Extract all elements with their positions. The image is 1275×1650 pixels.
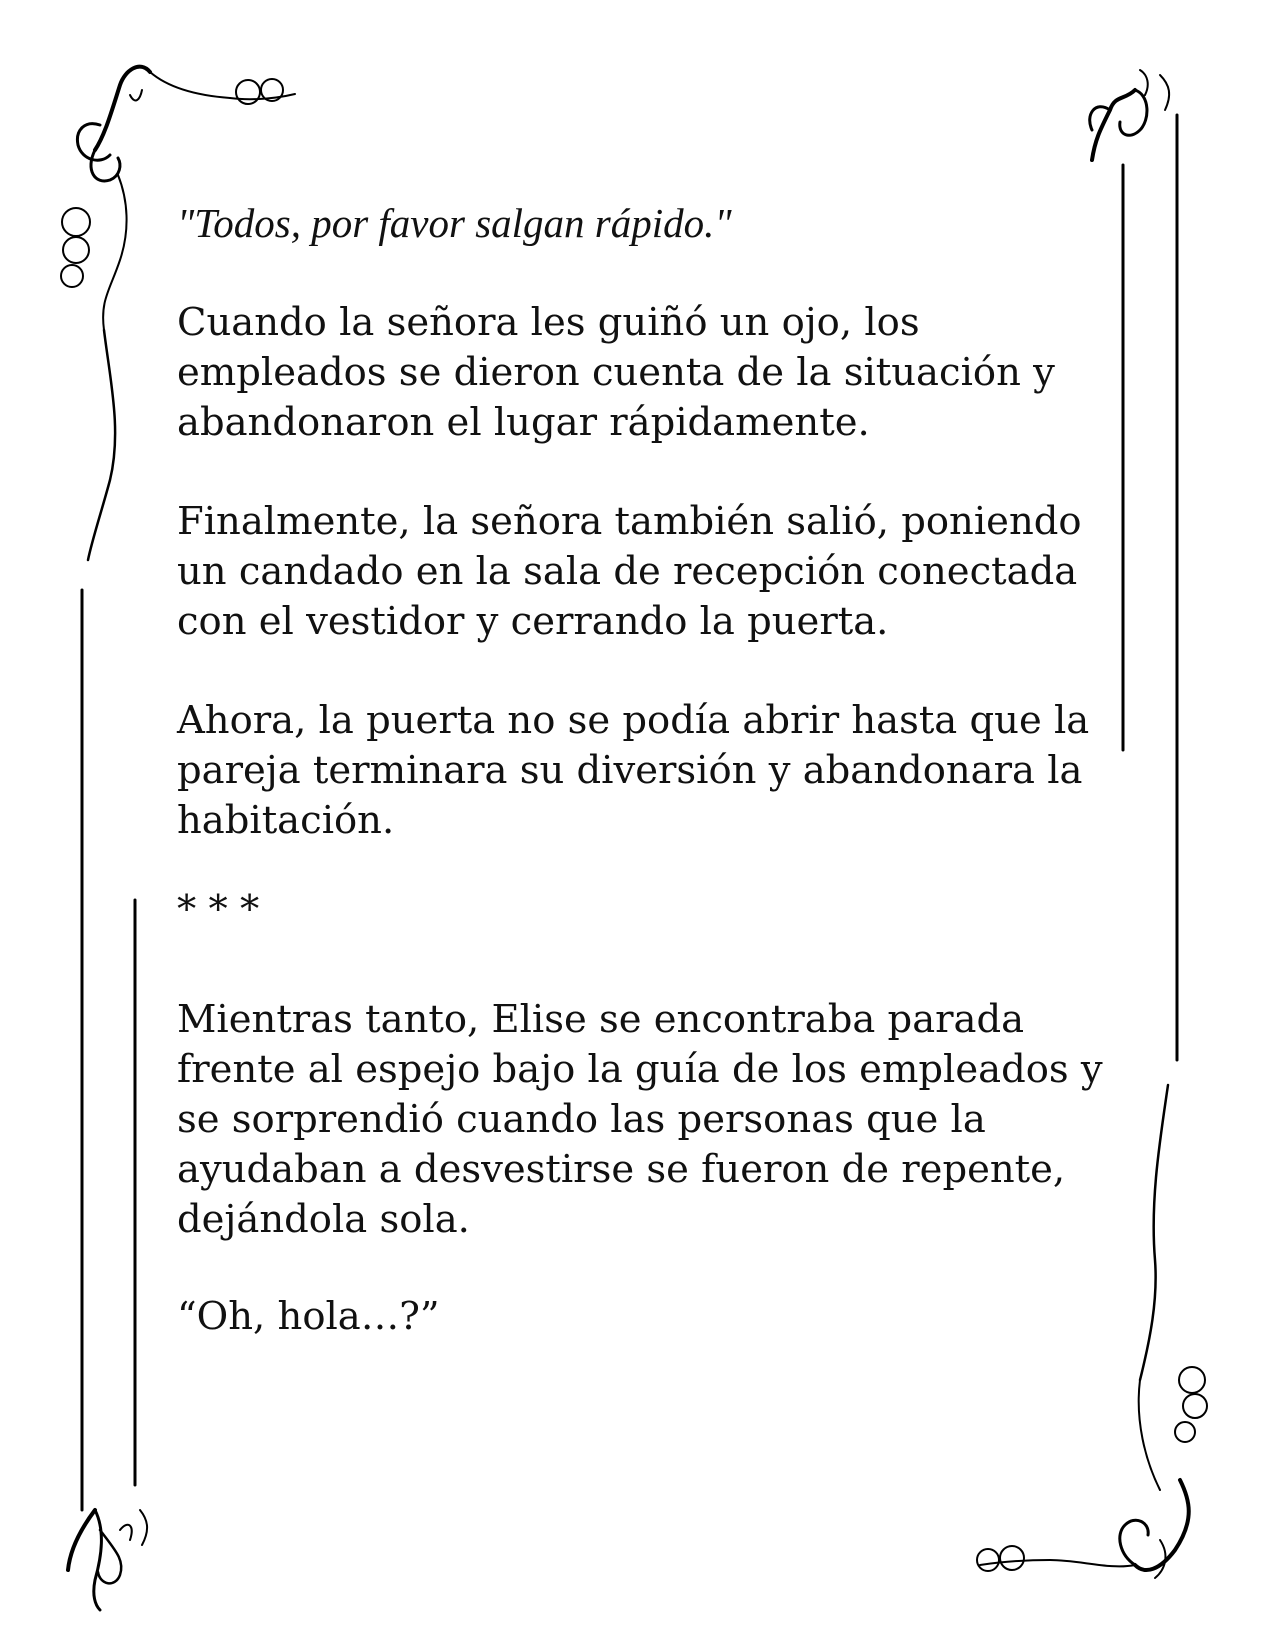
text-line: * * * [177,887,260,932]
text-line: dejándola sola. [177,1197,470,1242]
paragraph-5 [177,995,1103,1245]
paragraph-4 [177,696,1097,846]
text-line: Finalmente, la señora también salió, poniendo [177,499,1082,544]
bottom-left-flourish-ornament [68,1510,147,1610]
text-line: habitación. [177,798,395,843]
text-line: "Todos, por favor salgan rápido." [177,200,732,246]
text-line: frente al espejo bajo la guía de los empleados y [177,1047,1103,1092]
paragraph-2 [177,298,1097,448]
text-line: empleados se dieron cuenta de la situación y [177,350,1055,395]
paragraph-3 [177,497,1097,647]
text-line: Mientras tanto, Elise se encontraba parada [177,997,1025,1042]
scene-break [177,885,1097,935]
text-line: con el vestidor y cerrando la puerta. [177,599,889,644]
text-line: pareja terminara su diversión y abandonara la [177,748,1083,793]
text-line: Ahora, la puerta no se podía abrir hasta que la [177,698,1090,743]
text-line: abandonaron el lugar rápidamente. [177,400,870,445]
text-line: un candado en la sala de recepción conectada [177,549,1078,594]
text-line: “Oh, hola…?” [177,1294,440,1339]
paragraph-dialogue-1 [177,198,1097,248]
text-line: ayudaban a desvestirse se fueron de repente, [177,1147,1066,1192]
text-line: Cuando la señora les guiñó un ojo, los [177,300,920,345]
top-right-flourish-ornament [1090,70,1169,160]
paragraph-dialogue-2 [177,1292,1097,1342]
text-line: se sorprendió cuando las personas que la [177,1097,986,1142]
